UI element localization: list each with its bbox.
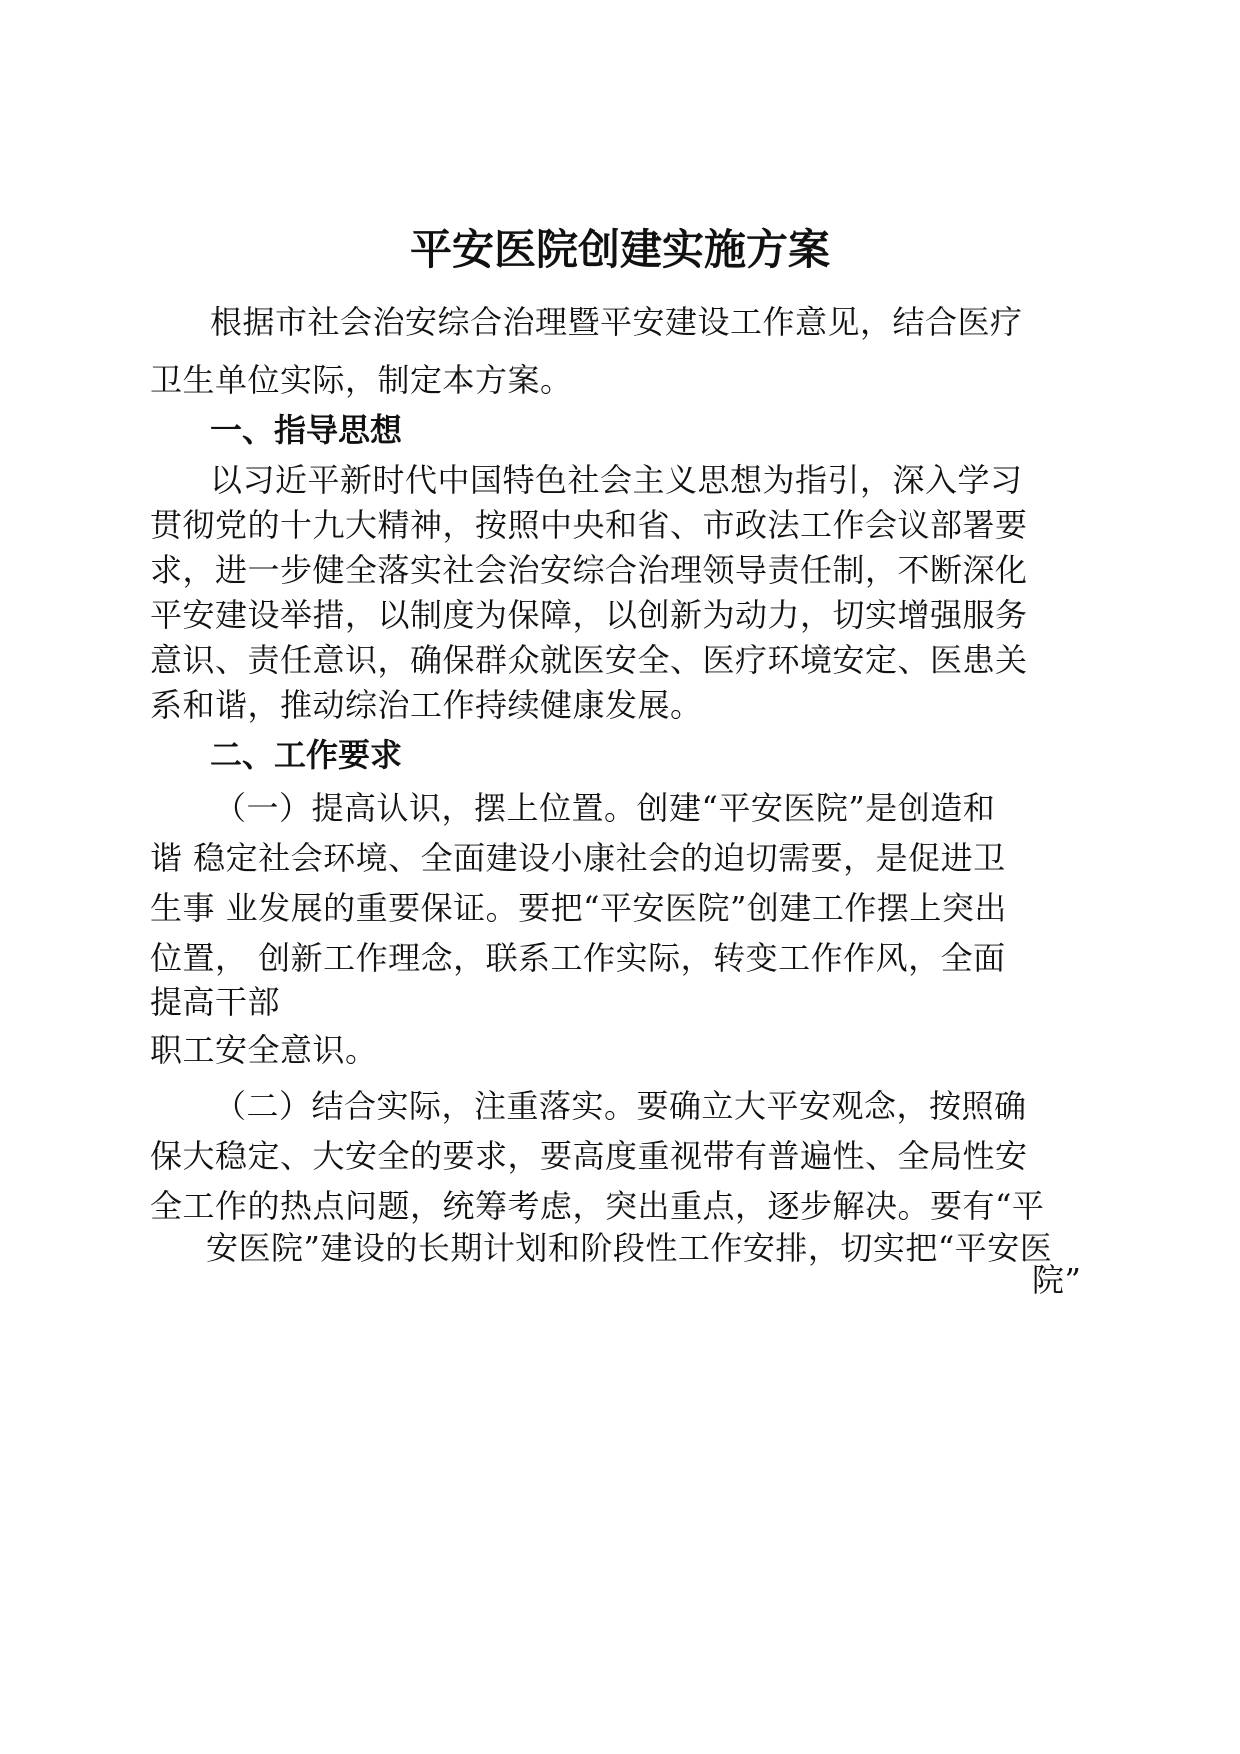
item1-line: 生事 业发展的重要保证。要把“平安医院”创建工作摆上突出 <box>150 889 1007 927</box>
section1-line: 求，进一步健全落实社会治安综合治理领导责任制，不断深化 <box>150 551 1028 589</box>
item2-line: 安医院”建设的长期计划和阶段性工作安排，切实把“平安医 <box>206 1229 1053 1267</box>
section1-line: 系和谐，推动综治工作持续健康发展。 <box>150 686 703 724</box>
item2-line: 全工作的热点问题，统筹考虑，突出重点，逐步解决。要有“平 <box>150 1187 1045 1225</box>
item2-line: （二）结合实际，注重落实。要确立大平安观念，按照确 <box>214 1087 1027 1125</box>
section1-line: 以习近平新时代中国特色社会主义思想为指引，深入学习 <box>210 461 1023 499</box>
section-heading-work-requirements: 二、工作要求 <box>210 736 403 774</box>
item2-line: 保大稳定、大安全的要求，要高度重视带有普遍性、全局性安 <box>150 1137 1028 1175</box>
section-heading-guiding-ideology: 一、指导思想 <box>210 411 403 449</box>
item2-line: 院” <box>1032 1261 1082 1299</box>
section1-line: 意识、责任意识，确保群众就医安全、医疗环境安定、医患关 <box>150 641 1028 679</box>
intro-line: 卫生单位实际，制定本方案。 <box>150 361 573 399</box>
item1-line: 谐 稳定社会环境、全面建设小康社会的迫切需要，是促进卫 <box>150 839 1006 877</box>
item1-line: 位置， 创新工作理念，联系工作实际，转变工作作风，全面 <box>150 939 1006 977</box>
section1-line: 贯彻党的十九大精神，按照中央和省、市政法工作会议部署要 <box>150 506 1028 544</box>
section1-line: 平安建设举措，以制度为保障，以创新为动力，切实增强服务 <box>150 596 1028 634</box>
item1-line: （一）提高认识，摆上位置。创建“平安医院”是创造和 <box>214 789 996 827</box>
document-title: 平安医院创建实施方案 <box>409 225 830 274</box>
item1-line: 提高干部 <box>150 983 281 1021</box>
item1-line: 职工安全意识。 <box>150 1031 378 1069</box>
intro-line: 根据市社会治安综合治理暨平安建设工作意见，结合医疗 <box>210 303 1023 341</box>
